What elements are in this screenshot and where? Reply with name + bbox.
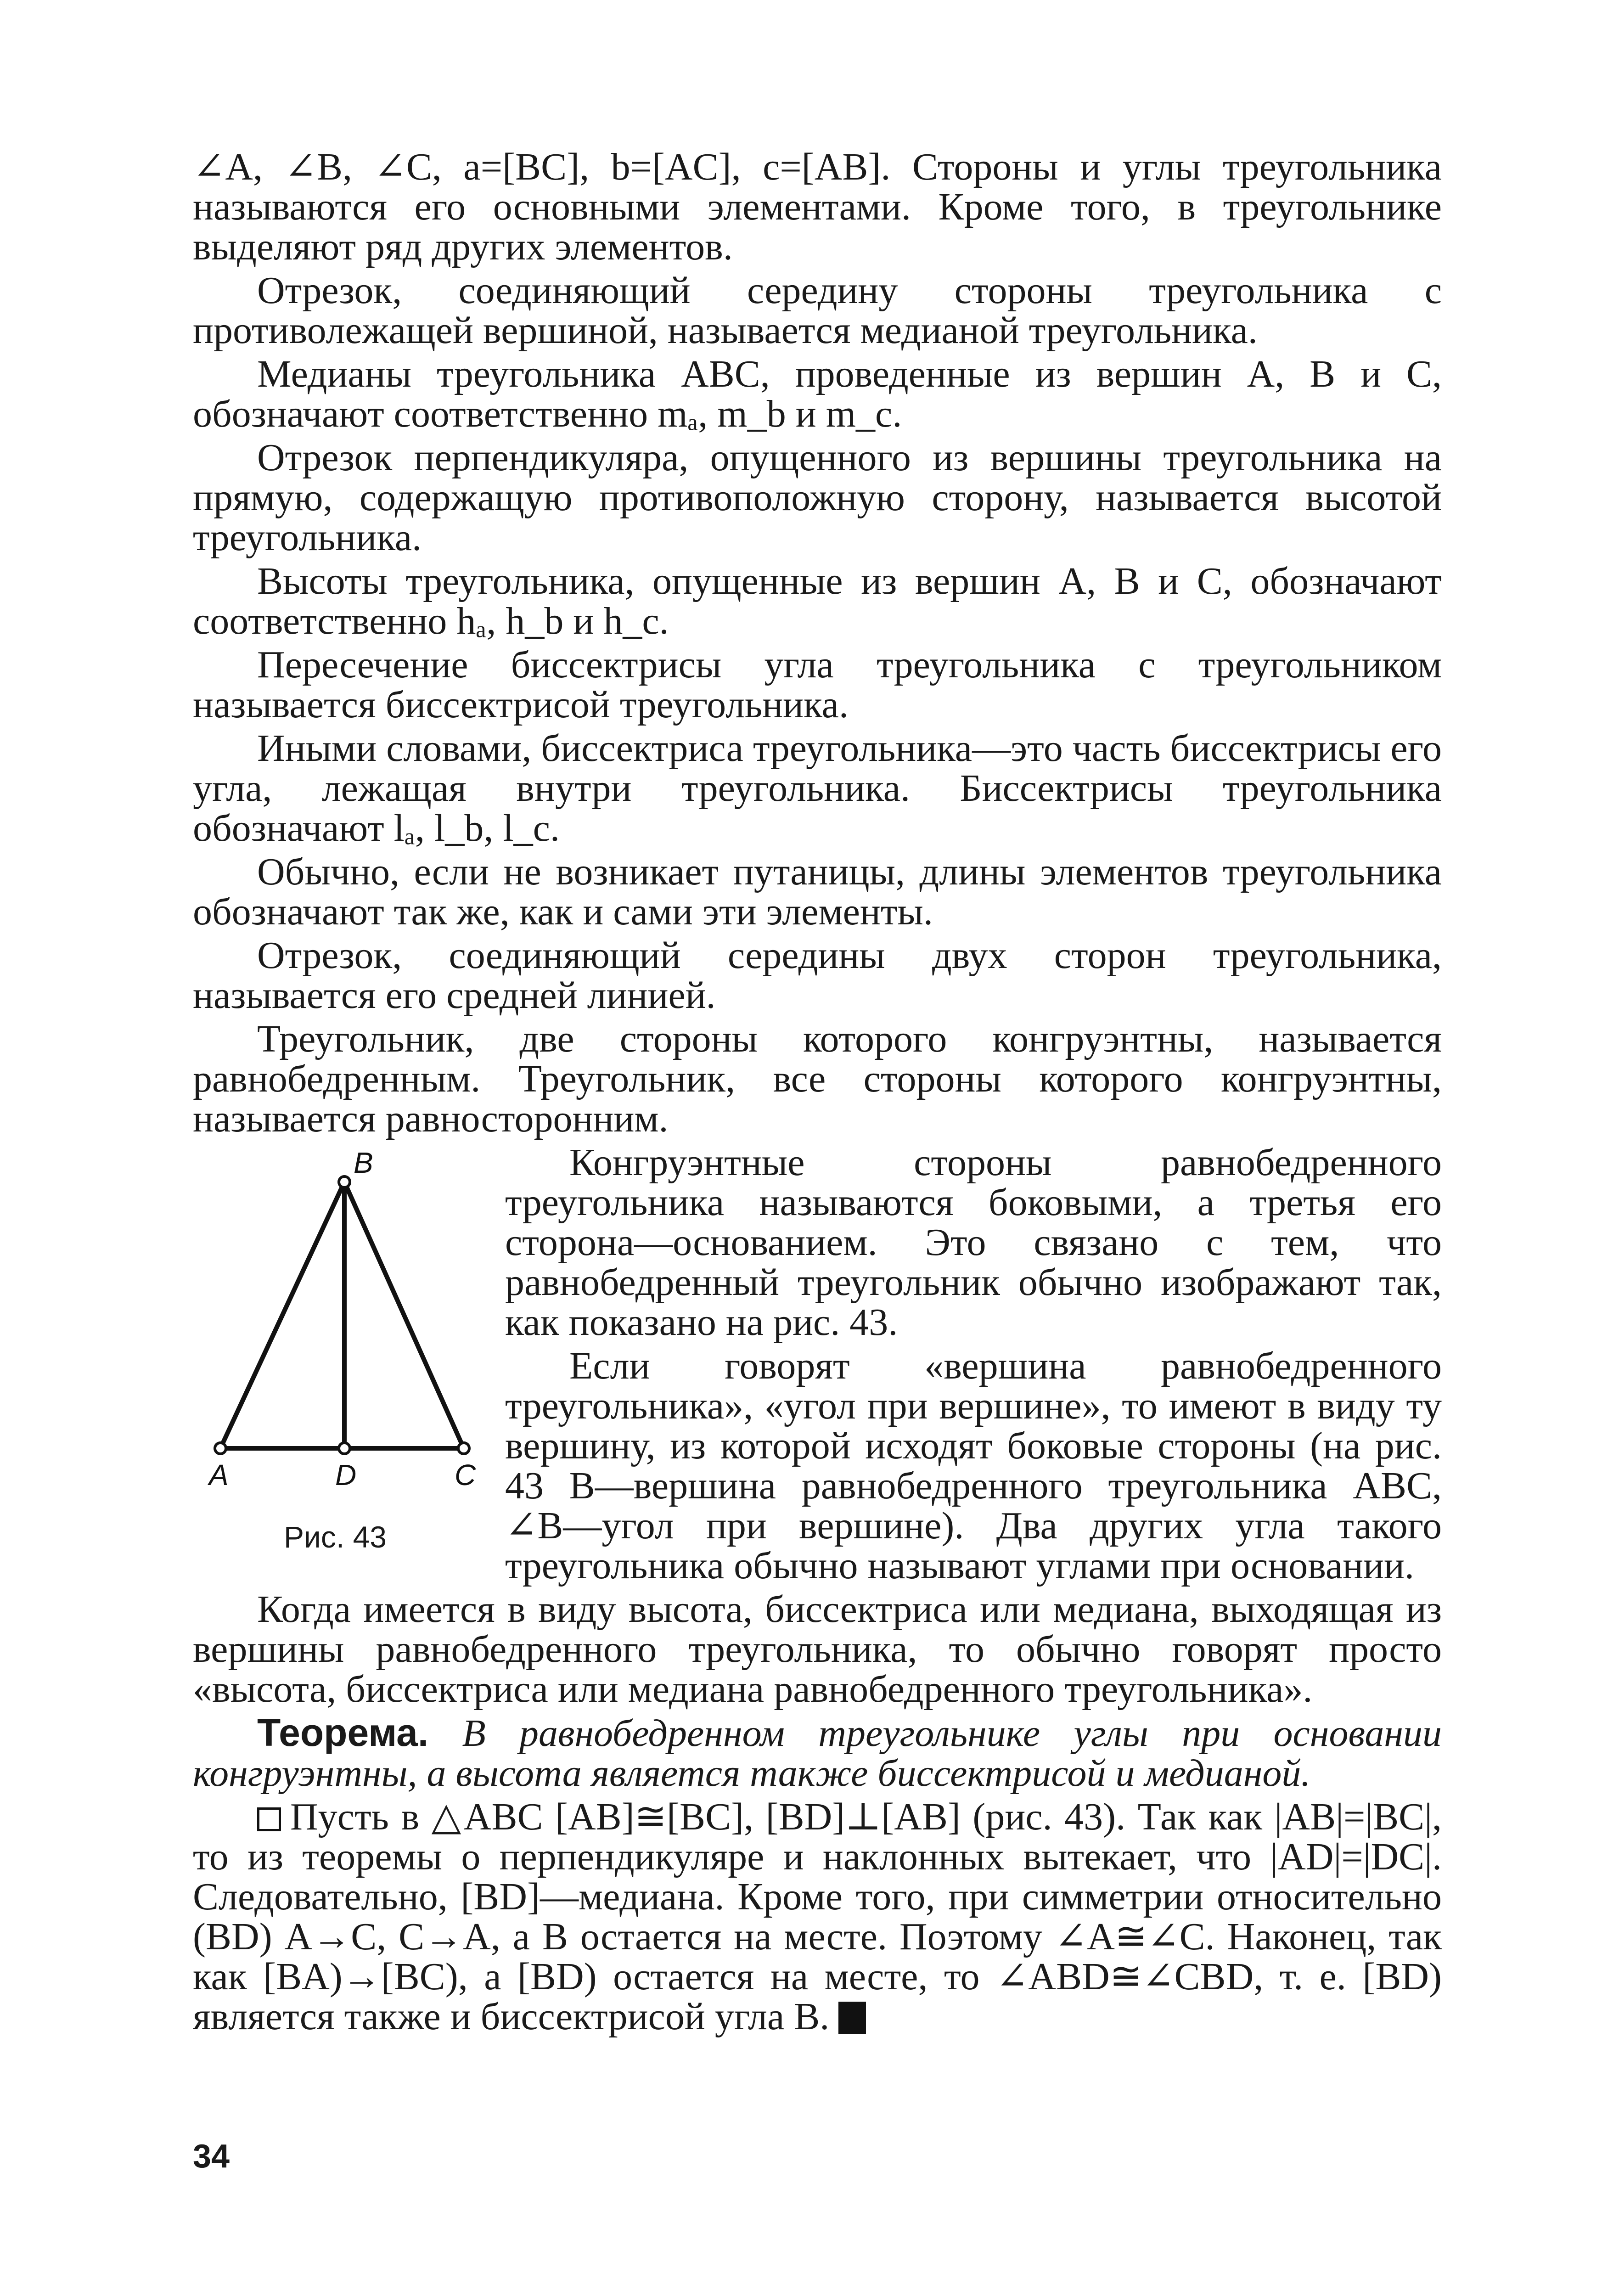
paragraph: Когда имеется в виду высота, биссектриса или медиана, выходящая из вершины равнобедренного треугольника, то обычно говорят просто «высота, биссектриса или медиана равнобедренного треугольника». [193,1588,1442,1711]
page-content [193,147,1442,2040]
theorem [193,1713,1442,1793]
isosceles-triangle-diagram [193,1145,478,1513]
paragraph: Отрезок, соединяющий середину стороны треугольника с противолежащей вершиной, называется медианой треугольника. [193,269,1442,352]
figure-43 [193,1145,478,1557]
paragraph: Отрезок, соединяющий середины двух сторон треугольника, называется его средней линией. [193,934,1442,1017]
label-a: A [209,1458,229,1491]
vertex-a [215,1443,226,1454]
label-c: C [455,1458,476,1491]
paragraph: Высоты треугольника, опущенные из вершин A, B и C, обозначают соответственно hₐ, h_b и h_c. [193,560,1442,642]
paragraph: ∠A, ∠B, ∠C, a=[BC], b=[AC], c=[AB]. Стороны и углы треугольника называются его основными элементами. Кроме того, в треугольнике выделяют ряд других элементов. [193,146,1442,268]
paragraph: Медианы треугольника ABC, проведенные из вершин A, B и C, обозначают соответственно mₐ, m_b и m_c. [193,353,1442,435]
page-number: 34 [193,2138,230,2175]
paragraph: Если говорят «вершина равнобедренного треугольника», «угол при вершине», то имеют в виду ту вершину, из которой исходят боковые стороны (на рис. 43 B—вершина равнобедренного треугольника ABC, ∠B—угол при вершине). Два других угла такого треугольника обычно называют углами при основании. [505,1345,1442,1587]
proof-text: Пусть в △ABC [AB]≅[BC], [BD]⊥[AB] (рис. 43). Так как |AB|=|BC|, то из теоремы о перпендикуляре и наклонных вытекает, что |AD|=|DC|. Следовательно, [BD]—медиана. Кроме того, при симметрии относительно (BD) A→C, C→A, а B остается на месте. Поэтому ∠A≅∠C. Наконец, так как [BA)→[BC), а [BD) остается на месте, то ∠ABD≅∠CBD, т. е. [BD) является также и биссектрисой угла B. [193,1795,1442,2038]
paragraph: Треугольник, две стороны которого конгруэнтны, называется равнобедренным. Треугольник, все стороны которого конгруэнтны, называется равносторонним. [193,1018,1442,1140]
paragraph: Конгруэнтные стороны равнобедренного треугольника называются боковыми, а третья его сторона—основанием. Это связано с тем, что равнобедренный треугольник обычно изображают так, как показано на рис. 43. [505,1141,1442,1344]
qed-square-icon [838,2002,866,2034]
vertex-b [339,1176,350,1187]
side-bc [344,1182,464,1448]
paragraph: Пересечение биссектрисы угла треугольника с треугольником называется биссектрисой треугольника. [193,643,1442,726]
paragraph: Иными словами, биссектриса треугольника—это часть биссектрисы его угла, лежащая внутри треугольника. Биссектрисы треугольника обозначают lₐ, l_b, l_c. [193,727,1442,850]
paragraph: Отрезок перпендикуляра, опущенного из вершины треугольника на прямую, содержащую противоположную сторону, называется высотой треугольника. [193,436,1442,559]
point-d [339,1443,350,1454]
label-b: B [354,1146,373,1179]
theorem-text: В равнобедренном треугольнике углы при основании конгруэнтны, а высота является также биссектрисой и медианой. [193,1712,1442,1795]
side-ab [220,1182,344,1448]
figure-caption: Рис. 43 [284,1520,387,1554]
proof [193,1797,1442,2037]
label-d: D [335,1458,357,1491]
paragraph: Обычно, если не возникает путаницы, длины элементов треугольника обозначают так же, как и сами эти элементы. [193,850,1442,933]
proof-start-box-icon [257,1807,281,1831]
vertex-c [458,1443,469,1454]
theorem-label: Теорема. [257,1711,429,1754]
